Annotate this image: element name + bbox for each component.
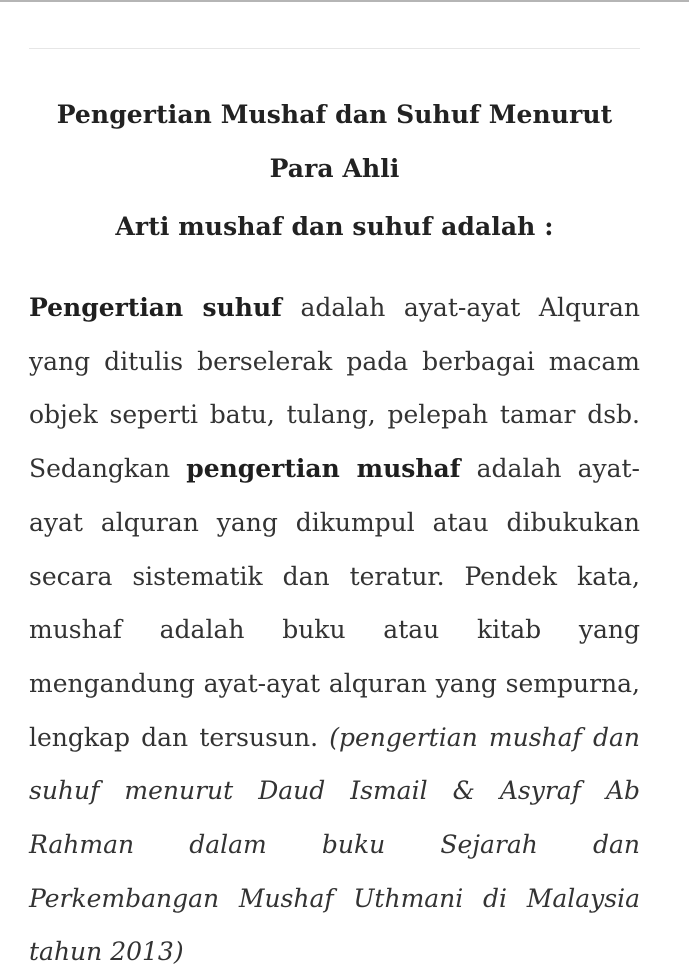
- article-content: [29, 88, 640, 979]
- citation: (pengertian mushaf dan suhuf menurut Daud Ismail & Asyraf Ab Rahman dalam buku Sejarah dan Perkembangan Mushaf Uthmani di Malaysia tahun 2013): [29, 722, 640, 967]
- page-top-border: [0, 0, 689, 2]
- mushaf-term: pengertian mushaf: [186, 454, 461, 484]
- suhuf-term: Pengertian suhuf: [29, 293, 282, 322]
- mushaf-definition: adalah ayat-ayat alquran yang dikumpul atau dibukukan secara sistematik dan teratur. Pendek kata, mushaf adalah buku atau kitab yang mengandung ayat-ayat alquran yang sempurna, lengkap dan tersusun.: [29, 454, 641, 752]
- article-paragraph: [29, 281, 640, 979]
- article-title: Pengertian Mushaf dan Suhuf Menurut Para Ahli: [56, 100, 613, 183]
- article-subheading: Arti mushaf dan suhuf adalah :: [115, 212, 554, 241]
- section-divider: [29, 48, 640, 49]
- suhuf-definition: adalah ayat-ayat Alquran yang ditulis berselerak pada berbagai macam objek seperti batu, tulang, pelepah tamar dsb. Sedangkan: [29, 293, 641, 484]
